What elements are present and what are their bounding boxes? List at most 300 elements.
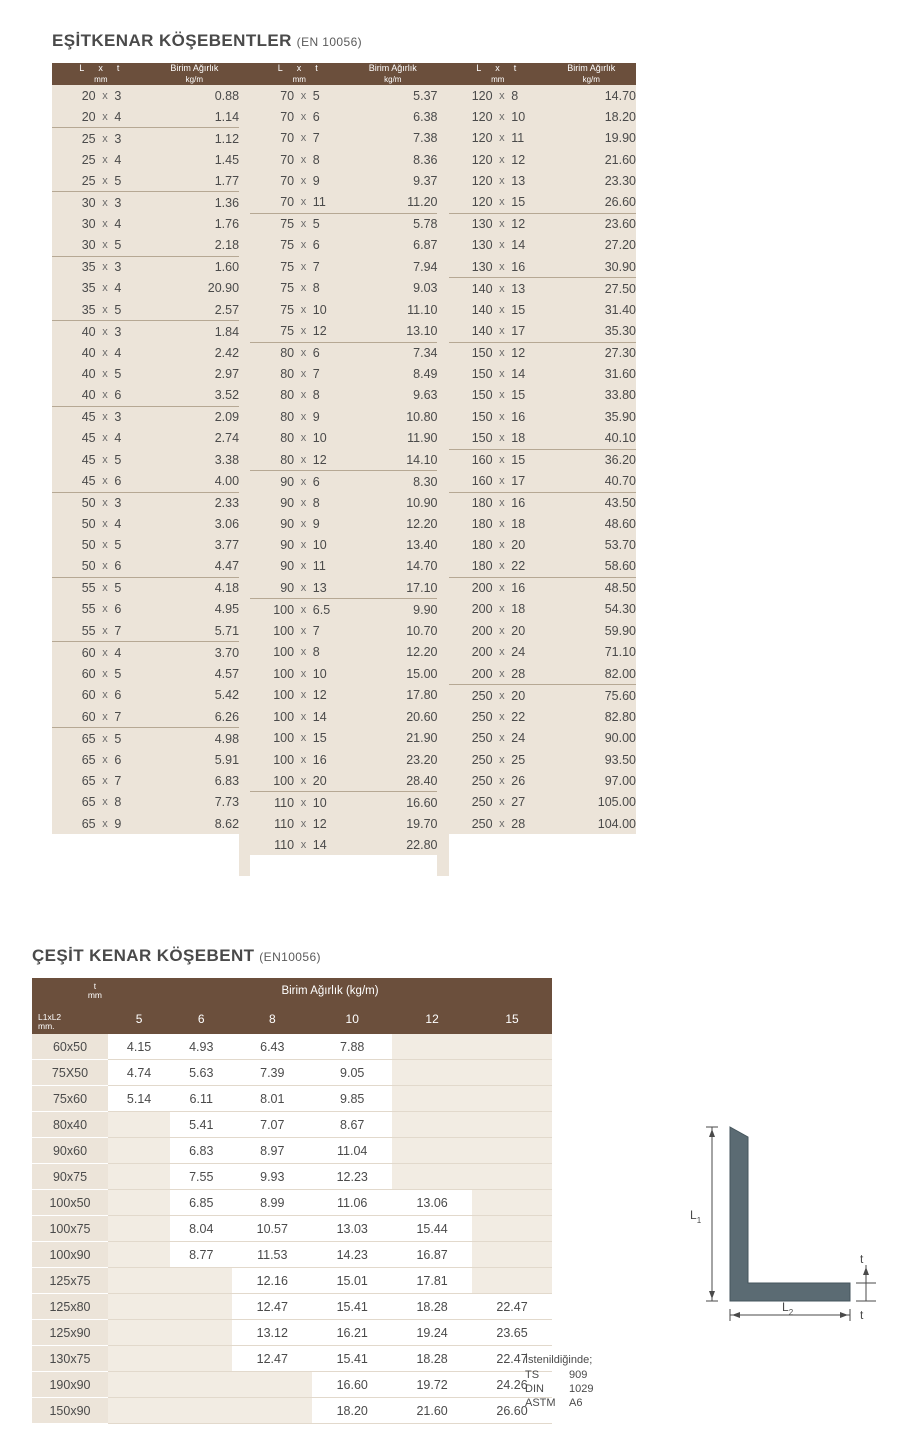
cell-weight: 54.30 xyxy=(547,599,636,621)
cell-dim-t: 22 xyxy=(511,556,546,578)
table2-corner-cell: t mm L1xL2 mm. xyxy=(32,978,108,1034)
cell-weight xyxy=(392,1034,472,1060)
cell-dim-l: 130 xyxy=(449,256,493,278)
cell-weight: 104.00 xyxy=(547,813,636,834)
cell-dim-t: 18 xyxy=(511,428,546,450)
table-row xyxy=(52,256,636,278)
cell-times: x xyxy=(294,792,313,814)
cell-weight: 15.01 xyxy=(312,1268,392,1294)
column-gap xyxy=(437,106,448,128)
cell-dim-l: 90 xyxy=(250,556,294,578)
table-row xyxy=(32,1372,552,1398)
cell-dim-l: 200 xyxy=(449,577,493,599)
cell-dim-l: 65 xyxy=(52,770,96,792)
cell-dim-t: 8 xyxy=(114,792,149,814)
note-row xyxy=(525,1396,593,1410)
table-row xyxy=(52,364,636,385)
cell-dim-l: 90 xyxy=(250,492,294,514)
cell-dim-t: 8 xyxy=(313,385,348,407)
cell-dim-t: 10 xyxy=(313,299,348,321)
cell-times: x xyxy=(493,235,512,257)
cell-dim-l xyxy=(52,855,96,876)
cell-dim-l: 150 xyxy=(449,428,493,450)
cell-weight: 36.20 xyxy=(547,449,636,471)
cell-times: x xyxy=(96,278,115,300)
cell-times: x xyxy=(493,342,512,364)
cell-dim-l: 120 xyxy=(449,149,493,170)
cell-dim-t: 9 xyxy=(313,406,348,428)
cell-dim-t: 6 xyxy=(114,471,149,493)
table-row xyxy=(52,706,636,728)
cell-weight: 4.95 xyxy=(150,599,239,621)
cell-dim-t: 13 xyxy=(511,278,546,300)
cell-weight: 6.11 xyxy=(170,1086,232,1112)
cell-weight: 23.20 xyxy=(348,749,437,770)
cell-dim-l: 250 xyxy=(449,749,493,770)
cell-weight: 4.74 xyxy=(108,1060,170,1086)
cell-dim-l: 100 xyxy=(250,620,294,642)
cell-times: x xyxy=(294,642,313,664)
cell-dim-t: 10 xyxy=(511,106,546,128)
cell-weight: 3.52 xyxy=(150,385,239,407)
cell-times: x xyxy=(294,235,313,257)
cell-times: x xyxy=(96,749,115,770)
cell-weight: 5.91 xyxy=(150,749,239,770)
cell-dim-l: 120 xyxy=(449,85,493,106)
cell-dim-l xyxy=(250,855,294,876)
cell-weight: 6.26 xyxy=(150,706,239,728)
cell-dim-t: 12 xyxy=(511,213,546,235)
cell-times: x xyxy=(96,685,115,707)
table-row xyxy=(52,834,636,855)
cell-dim-l: 75 xyxy=(250,278,294,300)
cell-times: x xyxy=(294,813,313,834)
cell-weight: 7.94 xyxy=(348,256,437,278)
thickness-header-12: 12 xyxy=(392,1004,472,1034)
cell-times: x xyxy=(294,299,313,321)
cell-times: x xyxy=(493,449,512,471)
cell-weight: 12.20 xyxy=(348,514,437,535)
cell-times: x xyxy=(96,535,115,556)
cell-weight: 13.03 xyxy=(312,1216,392,1242)
dim-t-top-arrow xyxy=(863,1267,869,1275)
cell-dim-t: 4 xyxy=(114,642,149,664)
cell-dim-t: 20 xyxy=(313,770,348,792)
header-weight-3: Birim Ağırlık kg/m xyxy=(547,63,636,85)
cell-times: x xyxy=(493,770,512,792)
cell-weight: 13.40 xyxy=(348,535,437,556)
cell-times: x xyxy=(493,813,512,834)
cell-dim-l: 20 xyxy=(52,106,96,128)
cell-dim-t: 18 xyxy=(511,599,546,621)
column-gap xyxy=(239,577,250,599)
cell-dim-l: 200 xyxy=(449,663,493,685)
table-row xyxy=(52,106,636,128)
cell-times xyxy=(493,834,512,855)
column-gap xyxy=(437,342,448,364)
cell-dim-t: 6 xyxy=(114,385,149,407)
table-row xyxy=(52,428,636,450)
column-gap xyxy=(239,642,250,664)
cell-weight xyxy=(232,1398,312,1424)
cell-weight: 13.12 xyxy=(232,1320,312,1346)
cell-weight: 22.80 xyxy=(348,834,437,855)
cell-times: x xyxy=(294,428,313,450)
cell-dim-l: 25 xyxy=(52,149,96,170)
cell-weight: 28.40 xyxy=(348,770,437,792)
cell-times: x xyxy=(493,514,512,535)
cell-times: x xyxy=(493,556,512,578)
table-row xyxy=(52,642,636,664)
cell-times: x xyxy=(96,364,115,385)
cell-weight: 18.28 xyxy=(392,1294,472,1320)
table-row xyxy=(52,213,636,235)
cell-weight: 14.23 xyxy=(312,1242,392,1268)
table-row xyxy=(52,749,636,770)
cell-times: x xyxy=(493,706,512,728)
cell-times: x xyxy=(96,556,115,578)
cell-weight: 9.05 xyxy=(312,1060,392,1086)
column-gap xyxy=(239,149,250,170)
table-row xyxy=(32,1216,552,1242)
cell-weight: 24.26 xyxy=(472,1372,552,1398)
cell-dim-l: 75 xyxy=(250,299,294,321)
column-gap xyxy=(437,620,448,642)
cell-dim-t: 14 xyxy=(313,834,348,855)
cell-dim-l: 55 xyxy=(52,577,96,599)
section1-standard: (EN 10056) xyxy=(296,35,363,49)
cell-dim-t: 28 xyxy=(511,663,546,685)
dim-t-bottom-label: t xyxy=(860,1308,864,1322)
cell-dim-t: 5 xyxy=(114,535,149,556)
cell-dim-l: 75 xyxy=(250,256,294,278)
column-gap xyxy=(437,706,448,728)
cell-times: x xyxy=(96,792,115,814)
cell-times: x xyxy=(96,449,115,471)
cell-dim-t: 22 xyxy=(511,706,546,728)
cell-dim-t: 5 xyxy=(313,213,348,235)
cell-weight: 7.34 xyxy=(348,342,437,364)
row-size-label: 100x75 xyxy=(32,1216,108,1242)
cell-dim-t: 3 xyxy=(114,128,149,150)
cell-dim-l: 65 xyxy=(52,792,96,814)
cell-times: x xyxy=(493,749,512,770)
cell-weight: 20.60 xyxy=(348,706,437,728)
cell-weight: 13.10 xyxy=(348,321,437,343)
column-gap xyxy=(239,834,250,855)
cell-times: x xyxy=(294,364,313,385)
cell-dim-l: 75 xyxy=(250,321,294,343)
cell-weight: 6.83 xyxy=(150,770,239,792)
cell-dim-l: 80 xyxy=(250,428,294,450)
cell-times: x xyxy=(294,170,313,192)
table-row xyxy=(52,556,636,578)
thickness-header-5: 5 xyxy=(108,1004,170,1034)
cell-dim-t: 7 xyxy=(114,620,149,642)
cell-times: x xyxy=(493,213,512,235)
cell-weight: 8.67 xyxy=(312,1112,392,1138)
cell-weight: 31.60 xyxy=(547,364,636,385)
cell-dim-l: 100 xyxy=(250,770,294,792)
column-gap xyxy=(437,792,448,814)
note-standard-org: TS xyxy=(525,1369,540,1381)
row-size-label: 125x90 xyxy=(32,1320,108,1346)
cell-times: x xyxy=(493,128,512,150)
cell-times: x xyxy=(294,685,313,707)
cell-weight: 6.43 xyxy=(232,1034,312,1060)
cell-weight xyxy=(472,1268,552,1294)
cell-times: x xyxy=(96,514,115,535)
angle-profile-svg xyxy=(690,1115,880,1325)
row-size-label: 125x80 xyxy=(32,1294,108,1320)
column-gap xyxy=(239,471,250,493)
table1-gap-2 xyxy=(437,63,448,85)
cell-dim-l: 60 xyxy=(52,706,96,728)
row-size-label: 190x90 xyxy=(32,1372,108,1398)
cell-dim-t: 20 xyxy=(511,535,546,556)
cell-dim-t: 3 xyxy=(114,492,149,514)
table-row xyxy=(52,406,636,428)
cell-weight: 4.93 xyxy=(170,1034,232,1060)
header-weight-2: Birim Ağırlık kg/m xyxy=(348,63,437,85)
cell-times: x xyxy=(294,620,313,642)
cell-weight: 23.60 xyxy=(547,213,636,235)
cell-times: x xyxy=(96,235,115,257)
cell-weight: 11.20 xyxy=(348,192,437,214)
cell-dim-t: 14 xyxy=(313,706,348,728)
cell-dim-l: 90 xyxy=(250,577,294,599)
cell-dim-t xyxy=(114,834,149,855)
cell-dim-l: 50 xyxy=(52,556,96,578)
cell-dim-t: 14 xyxy=(511,235,546,257)
cell-weight: 4.47 xyxy=(150,556,239,578)
table-row xyxy=(52,342,636,364)
column-gap xyxy=(239,792,250,814)
cell-times: x xyxy=(493,428,512,450)
cell-weight: 30.90 xyxy=(547,256,636,278)
cell-weight xyxy=(392,1112,472,1138)
cell-dim-l xyxy=(449,855,493,876)
cell-dim-t: 20 xyxy=(511,620,546,642)
table2-weight-group-header: Birim Ağırlık (kg/m) xyxy=(108,978,552,1004)
cell-weight: 21.60 xyxy=(547,149,636,170)
cell-weight: 4.98 xyxy=(150,728,239,750)
cell-weight: 9.37 xyxy=(348,170,437,192)
cell-dim-l: 35 xyxy=(52,299,96,321)
cell-times: x xyxy=(294,128,313,150)
cell-dim-l: 80 xyxy=(250,406,294,428)
cell-dim-l: 50 xyxy=(52,535,96,556)
cell-weight: 3.77 xyxy=(150,535,239,556)
cell-dim-l: 250 xyxy=(449,685,493,707)
cell-times: x xyxy=(294,471,313,493)
cell-times: x xyxy=(96,299,115,321)
note-table xyxy=(525,1368,593,1410)
column-gap xyxy=(239,514,250,535)
cell-dim-t: 7 xyxy=(114,770,149,792)
cell-dim-l: 80 xyxy=(250,449,294,471)
cell-times: x xyxy=(96,85,115,106)
table-row xyxy=(52,770,636,792)
cell-weight: 17.81 xyxy=(392,1268,472,1294)
cell-weight: 7.88 xyxy=(312,1034,392,1060)
column-gap xyxy=(239,85,250,106)
note-standard-org: DIN xyxy=(525,1383,544,1395)
cell-weight xyxy=(472,1034,552,1060)
cell-weight: 8.77 xyxy=(170,1242,232,1268)
cell-weight: 22.47 xyxy=(472,1346,552,1372)
cell-dim-t: 5 xyxy=(114,299,149,321)
column-gap xyxy=(239,813,250,834)
column-gap xyxy=(239,106,250,128)
cell-weight xyxy=(392,1164,472,1190)
cell-times: x xyxy=(96,428,115,450)
cell-dim-l: 80 xyxy=(250,342,294,364)
cell-weight: 11.06 xyxy=(312,1190,392,1216)
column-gap xyxy=(239,449,250,471)
cell-times xyxy=(96,855,115,876)
cell-times: x xyxy=(96,149,115,170)
cell-times: x xyxy=(294,599,313,621)
cell-dim-t: 5 xyxy=(114,728,149,750)
cell-weight xyxy=(472,1112,552,1138)
cell-dim-l: 100 xyxy=(250,642,294,664)
cell-dim-t: 6 xyxy=(114,749,149,770)
cell-dim-t: 6 xyxy=(313,106,348,128)
cell-weight xyxy=(108,1346,170,1372)
cell-weight: 11.53 xyxy=(232,1242,312,1268)
cell-weight: 1.77 xyxy=(150,170,239,192)
cell-dim-t: 5 xyxy=(114,663,149,685)
cell-weight: 8.97 xyxy=(232,1138,312,1164)
cell-dim-t: 17 xyxy=(511,471,546,493)
table-row xyxy=(52,149,636,170)
cell-dim-t xyxy=(313,855,348,876)
column-gap xyxy=(239,749,250,770)
cell-dim-t: 3 xyxy=(114,85,149,106)
cell-weight: 53.70 xyxy=(547,535,636,556)
dim-l1-arrow-top xyxy=(709,1129,715,1137)
cell-dim-l: 120 xyxy=(449,192,493,214)
dim-l1-arrow-bottom xyxy=(709,1291,715,1299)
column-gap xyxy=(437,256,448,278)
cell-weight: 48.50 xyxy=(547,577,636,599)
column-gap xyxy=(239,235,250,257)
table-row xyxy=(52,663,636,685)
cell-dim-t: 13 xyxy=(511,170,546,192)
cell-weight: 27.30 xyxy=(547,342,636,364)
table-row xyxy=(32,1034,552,1060)
cell-dim-t: 4 xyxy=(114,278,149,300)
cell-weight: 15.41 xyxy=(312,1346,392,1372)
cell-weight xyxy=(232,1372,312,1398)
cell-weight: 16.21 xyxy=(312,1320,392,1346)
cell-dim-t: 8 xyxy=(313,149,348,170)
cell-dim-t: 12 xyxy=(511,149,546,170)
cell-times: x xyxy=(294,149,313,170)
cell-dim-l xyxy=(449,834,493,855)
column-gap xyxy=(239,406,250,428)
cell-dim-l: 80 xyxy=(250,385,294,407)
table-row xyxy=(32,1190,552,1216)
cell-weight: 82.00 xyxy=(547,663,636,685)
cell-dim-t: 12 xyxy=(313,321,348,343)
cell-weight: 2.33 xyxy=(150,492,239,514)
cell-times: x xyxy=(493,385,512,407)
cell-weight: 8.99 xyxy=(232,1190,312,1216)
cell-times: x xyxy=(96,599,115,621)
cell-dim-t: 6 xyxy=(313,342,348,364)
cell-times: x xyxy=(96,321,115,343)
cell-dim-l: 35 xyxy=(52,256,96,278)
column-gap xyxy=(239,599,250,621)
cell-dim-l: 70 xyxy=(250,170,294,192)
cell-weight: 10.70 xyxy=(348,620,437,642)
cell-times: x xyxy=(493,792,512,814)
cell-weight xyxy=(108,1138,170,1164)
cell-dim-l: 100 xyxy=(250,728,294,750)
row-size-label: 75X50 xyxy=(32,1060,108,1086)
cell-dim-t: 14 xyxy=(511,364,546,385)
section1-title xyxy=(52,31,362,51)
cell-times: x xyxy=(294,106,313,128)
cell-times: x xyxy=(96,642,115,664)
section2-title xyxy=(32,946,321,966)
cell-weight: 7.07 xyxy=(232,1112,312,1138)
cell-times: x xyxy=(96,106,115,128)
table2-body xyxy=(32,1034,552,1424)
cell-times: x xyxy=(294,213,313,235)
cell-weight: 8.62 xyxy=(150,813,239,834)
cell-dim-t: 10 xyxy=(313,428,348,450)
cell-dim-l: 100 xyxy=(250,749,294,770)
cell-dim-t: 4 xyxy=(114,149,149,170)
column-gap xyxy=(437,492,448,514)
cell-weight: 19.24 xyxy=(392,1320,472,1346)
cell-weight: 3.06 xyxy=(150,514,239,535)
cell-weight: 1.36 xyxy=(150,192,239,214)
cell-weight: 7.55 xyxy=(170,1164,232,1190)
cell-dim-l: 75 xyxy=(250,213,294,235)
cell-dim-t: 9 xyxy=(114,813,149,834)
cell-weight: 15.00 xyxy=(348,663,437,685)
cell-dim-l: 20 xyxy=(52,85,96,106)
cell-dim-t: 4 xyxy=(114,106,149,128)
cell-weight xyxy=(472,1086,552,1112)
cell-weight: 59.90 xyxy=(547,620,636,642)
cell-dim-l: 75 xyxy=(250,235,294,257)
note-standard-code: 909 xyxy=(569,1369,588,1381)
cell-times xyxy=(493,855,512,876)
table-row xyxy=(52,192,636,214)
cell-times: x xyxy=(294,256,313,278)
cell-dim-l: 100 xyxy=(250,663,294,685)
cell-weight: 6.83 xyxy=(170,1138,232,1164)
cell-weight xyxy=(170,1346,232,1372)
table-row xyxy=(32,1346,552,1372)
column-gap xyxy=(239,213,250,235)
cell-dim-l: 90 xyxy=(250,471,294,493)
cell-dim-l: 110 xyxy=(250,792,294,814)
cell-weight: 1.12 xyxy=(150,128,239,150)
cell-weight: 9.93 xyxy=(232,1164,312,1190)
column-gap xyxy=(437,749,448,770)
dim-l2-label: $L_2$ xyxy=(782,1300,794,1317)
cell-weight: 19.90 xyxy=(547,128,636,150)
column-gap xyxy=(239,128,250,150)
cell-weight: 18.28 xyxy=(392,1346,472,1372)
table-row xyxy=(52,514,636,535)
